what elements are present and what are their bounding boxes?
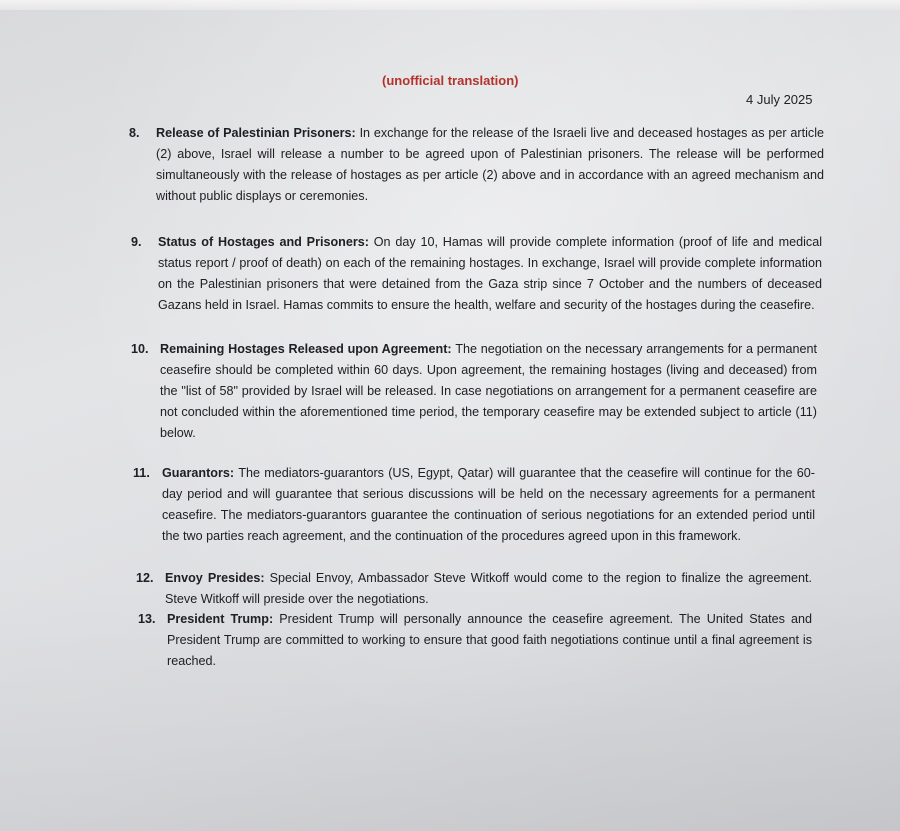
article-title: President Trump: bbox=[167, 612, 280, 626]
article-text: Special Envoy, Ambassador Steve Witkoff would come to the region to finalize the agreement. Steve Witkoff will preside over the negotiations. bbox=[165, 571, 812, 606]
article-text: On day 10, Hamas will provide complete information (proof of life and medical status report / proof of death) on each of the remaining hostages. In exchange, Israel will provide complete information on the Palestinian prisoners that were detained from the Gaza strip since 7 October and the numbers of deceased Gazans held in Israel. Hamas commits to ensure the health, welfare and security of the hostages during the ceasefire. bbox=[158, 235, 822, 312]
article-number: 10. bbox=[131, 342, 149, 356]
translation-note: (unofficial translation) bbox=[382, 73, 519, 88]
article-8 bbox=[129, 123, 824, 207]
article-number: 8. bbox=[129, 126, 140, 140]
article-number: 11. bbox=[133, 466, 150, 480]
article-text: The negotiation on the necessary arrangements for a permanent ceasefire should be completed within 60 days. Upon agreement, the remaining hostages (living and deceased) from the "list of 58" provided by Israel will be released. In case negotiations on arrangement for a permanent ceasefire are not concluded within the aforementioned time period, the temporary ceasefire may be extended subject to article (11) below. bbox=[160, 342, 817, 440]
article-number: 9. bbox=[131, 235, 142, 249]
article-title: Status of Hostages and Prisoners: bbox=[158, 235, 374, 249]
article-13 bbox=[138, 609, 812, 672]
article-number: 12. bbox=[136, 571, 154, 585]
article-title: Release of Palestinian Prisoners: bbox=[156, 126, 360, 140]
article-text: The mediators-guarantors (US, Egypt, Qatar) will guarantee that the ceasefire will continue for the 60-day period and will guarantee that serious discussions will be held on the necessary agreements for a permanent ceasefire. The mediators-guarantors guarantee the continuation of serious negotiations for an extended period until the two parties reach agreement, and the continuation of the procedures agreed upon in this framework. bbox=[162, 466, 816, 543]
article-12 bbox=[136, 568, 812, 610]
document-date: 4 July 2025 bbox=[746, 92, 813, 107]
article-text: President Trump will personally announce the ceasefire agreement. The United States and President Trump are committed to working to ensure that good faith negotiations continue until a final agreement is reached. bbox=[167, 612, 812, 668]
article-11 bbox=[133, 463, 816, 547]
article-text: In exchange for the release of the Israeli live and deceased hostages as per article (2) above, Israel will release a number to be agreed upon of Palestinian prisoners. The release will be performed simultaneously with the release of hostages as per article (2) above and in accordance with an agreed mechanism and without public displays or ceremonies. bbox=[156, 126, 824, 203]
article-10 bbox=[131, 339, 817, 444]
article-title: Envoy Presides: bbox=[165, 571, 270, 585]
article-number: 13. bbox=[138, 612, 156, 626]
article-title: Guarantors: bbox=[162, 466, 239, 480]
article-title: Remaining Hostages Released upon Agreement: bbox=[160, 342, 456, 356]
article-9 bbox=[131, 232, 822, 316]
